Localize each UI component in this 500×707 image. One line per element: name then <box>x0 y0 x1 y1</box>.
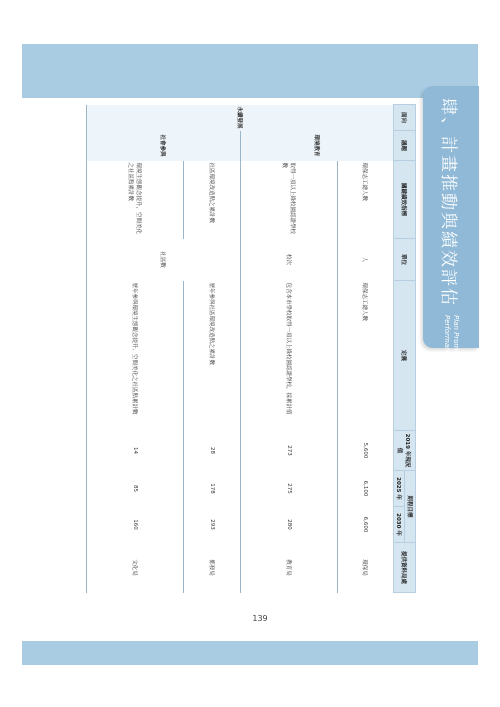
header-target-group: 期程目標 <box>405 471 416 543</box>
baseline-cell: 28 <box>184 431 240 471</box>
unit-cell: 校次 <box>240 239 337 281</box>
target-2030-cell: 160 <box>87 507 184 543</box>
header-2025: 2025 年 <box>394 471 405 507</box>
source-cell: 環保局 <box>337 543 393 593</box>
topic-cell: 環境教育 <box>240 131 393 161</box>
baseline-cell: 273 <box>240 431 337 471</box>
header-baseline: 2019 年現況值 <box>394 431 416 471</box>
definition-cell: 歷年參與社區環境改造點之累計數 <box>184 281 240 431</box>
table-row <box>184 105 240 593</box>
target-2025-cell: 85 <box>87 471 184 507</box>
header-direction: 面向 <box>394 105 416 131</box>
chapter-tab-label <box>423 88 479 404</box>
definition-cell: 包含本市學校取得一項以上綠校園認證學校，採累計值 <box>240 281 337 431</box>
chapter-subtitle: Plan Promotion and Performance Assessment <box>443 315 460 404</box>
definition-cell: 環保志工總人數 <box>337 281 393 431</box>
baseline-cell: 5,600 <box>337 431 393 471</box>
kpi-cell: 環境生態觀念提升，空間美化之社區點累計數 <box>87 161 184 239</box>
table-row <box>240 105 337 593</box>
page-number: 139 <box>252 614 268 623</box>
header-kpi: 關鍵績效指標 <box>394 161 416 239</box>
header-2030: 2030 年 <box>394 507 405 543</box>
baseline-cell: 14 <box>87 431 184 471</box>
direction-cell: 永續發展 <box>87 105 394 131</box>
chapter-title: 肆、計畫推動與績效評估 <box>438 98 459 307</box>
kpi-cell: 取得一項以上綠校園認證學校數 <box>240 161 337 239</box>
unit-cell: 社區數 <box>87 239 241 281</box>
target-2025-cell: 6,100 <box>337 471 393 507</box>
kpi-table <box>86 104 416 593</box>
kpi-table-rotated <box>86 104 416 592</box>
source-cell: 文化局 <box>87 543 184 593</box>
target-2030-cell: 6,600 <box>337 507 393 543</box>
header-unit: 單位 <box>394 239 416 281</box>
kpi-cell: 環保志工總人數 <box>337 161 393 239</box>
table-row <box>337 105 393 593</box>
table-row <box>87 105 184 593</box>
footer-band <box>22 641 478 665</box>
header-topic: 議題 <box>394 131 416 161</box>
target-2025-cell: 178 <box>184 471 240 507</box>
target-2030-cell: 293 <box>184 507 240 543</box>
target-2030-cell: 280 <box>240 507 337 543</box>
unit-cell: 人 <box>337 239 393 281</box>
kpi-cell: 社區環境改造點之累計數 <box>184 161 240 239</box>
definition-cell: 歷年參與環境生態觀念提升、空間美化之社區點累計數 <box>87 281 184 431</box>
source-cell: 教育局 <box>240 543 337 593</box>
source-cell: 都發局 <box>184 543 240 593</box>
header-definition: 定義 <box>394 281 416 431</box>
header-source: 提供資料局處 <box>394 543 416 593</box>
target-2025-cell: 275 <box>240 471 337 507</box>
header-band <box>22 44 478 98</box>
topic-cell: 社會參與 <box>87 131 241 161</box>
